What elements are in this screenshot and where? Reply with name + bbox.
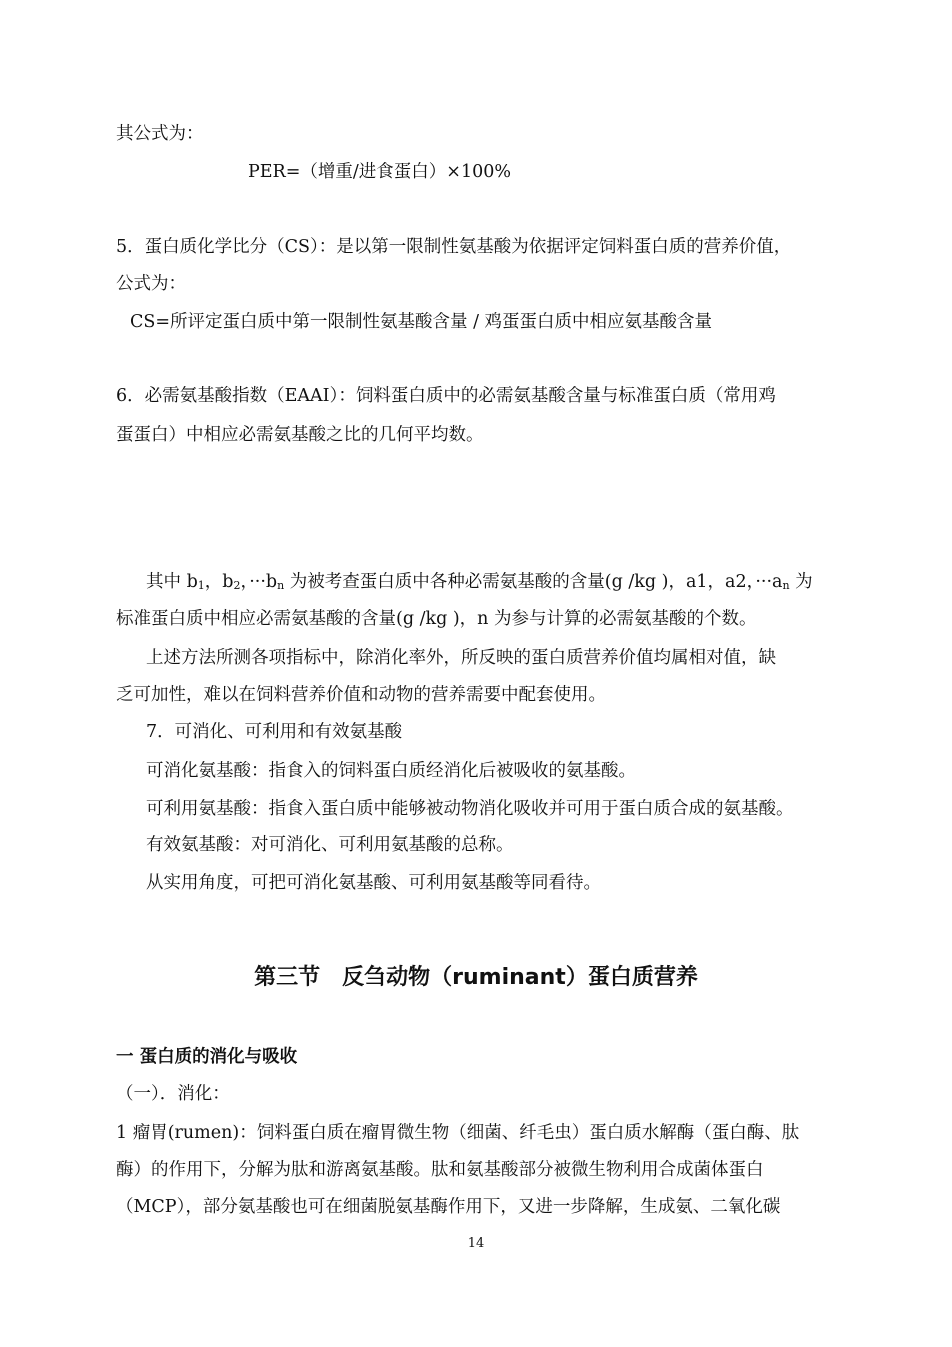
rumen-line-2: 酶）的作用下，分解为肽和游离氨基酸。肽和氨基酸部分被微生物利用合成菌体蛋白: [116, 1160, 764, 1180]
digestion-heading: （一）．消化：: [116, 1084, 230, 1104]
where-text-4: 为被考查蛋白质中各种必需氨基酸的含量(g /kg )，a1，a2，···a: [284, 572, 783, 592]
subscript-n-a: n: [782, 579, 790, 592]
where-text-2: ，b: [204, 572, 234, 592]
subsection-heading: 一 蛋白质的消化与吸收: [116, 1047, 298, 1067]
where-line-1: [146, 570, 813, 594]
where-text-5: 为: [789, 572, 813, 592]
where-text-1: 其中 b: [146, 572, 198, 592]
subscript-1: 1: [197, 579, 205, 592]
section-7-title: 7．可消化、可利用和有效氨基酸: [146, 722, 403, 742]
where-text-3: ，···b: [240, 572, 278, 592]
subscript-2: 2: [233, 579, 241, 592]
per-formula: PER=（增重/进食蛋白）×100%: [248, 162, 511, 182]
cs-definition-line-2: 公式为：: [116, 274, 186, 294]
section-heading: 第三节 反刍动物（ruminant）蛋白质营养: [254, 965, 698, 990]
rumen-line-1: 1 瘤胃(rumen)：饲料蛋白质在瘤胃微生物（细菌、纤毛虫）蛋白质水解酶（蛋白酶、肽: [116, 1123, 800, 1143]
eaai-definition-line-1: 6．必需氨基酸指数（EAAI）：饲料蛋白质中的必需氨基酸含量与标准蛋白质（常用鸡: [116, 386, 776, 406]
available-aa-definition: 可利用氨基酸：指食入蛋白质中能够被动物消化吸收并可用于蛋白质合成的氨基酸。: [146, 799, 794, 819]
rumen-line-3: （MCP），部分氨基酸也可在细菌脱氨基酶作用下，又进一步降解，生成氨、二氧化碳: [116, 1197, 781, 1217]
page-number: 14: [467, 1236, 485, 1251]
eaai-definition-line-2: 蛋蛋白）中相应必需氨基酸之比的几何平均数。: [116, 425, 484, 445]
cs-definition-line-1: 5．蛋白质化学比分（CS）：是以第一限制性氨基酸为依据评定饲料蛋白质的营养价值，: [116, 237, 792, 257]
where-line-2: 标准蛋白质中相应必需氨基酸的含量(g /kg )，n 为参与计算的必需氨基酸的个数。: [116, 609, 757, 629]
cs-formula: CS=所评定蛋白质中第一限制性氨基酸含量 / 鸡蛋蛋白质中相应氨基酸含量: [130, 312, 713, 332]
practical-note: 从实用角度，可把可消化氨基酸、可利用氨基酸等同看待。: [146, 873, 601, 893]
subscript-n-b: n: [277, 579, 285, 592]
effective-aa-definition: 有效氨基酸：对可消化、可利用氨基酸的总称。: [146, 835, 514, 855]
summary-line-1: 上述方法所测各项指标中，除消化率外，所反映的蛋白质营养价值均属相对值，缺: [146, 648, 776, 668]
digestible-aa-definition: 可消化氨基酸：指食入的饲料蛋白质经消化后被吸收的氨基酸。: [146, 761, 636, 781]
summary-line-2: 乏可加性，难以在饲料营养价值和动物的营养需要中配套使用。: [116, 685, 606, 705]
formula-intro: 其公式为：: [116, 124, 204, 144]
